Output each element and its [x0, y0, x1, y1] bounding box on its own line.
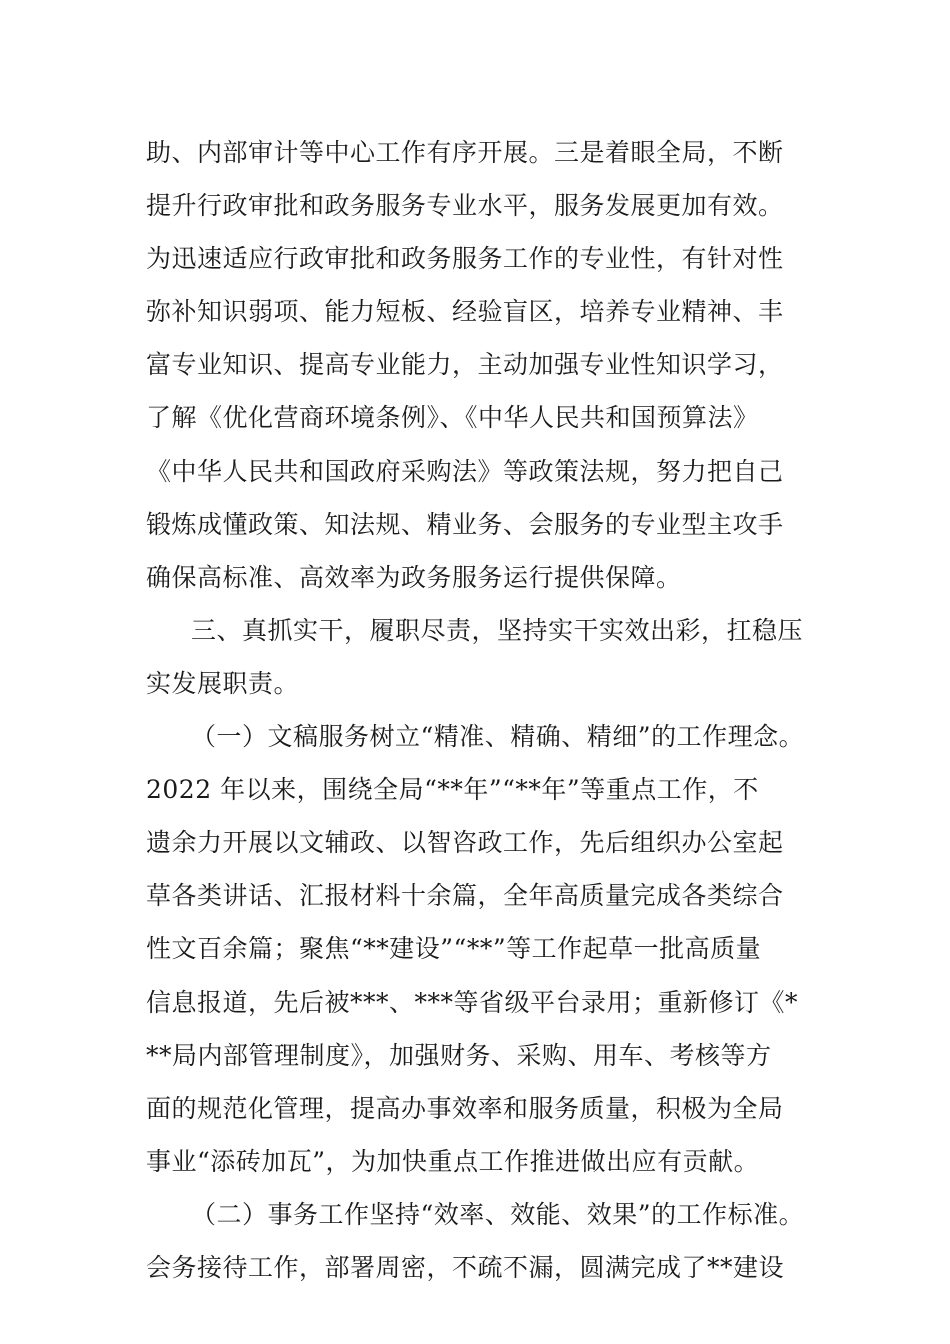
text-line: 为迅速适应行政审批和政务服务工作的专业性，有针对性	[146, 244, 784, 274]
text-line: 草各类讲话、汇报材料十余篇，全年高质量完成各类综合	[146, 881, 784, 911]
subsection-heading-line: （二）事务工作坚持“效率、效能、效果”的工作标准。	[191, 1199, 805, 1229]
subsection-heading-line: （一）文稿服务树立“精准、精确、精细”的工作理念。	[191, 722, 805, 752]
text-line: 助、内部审计等中心工作有序开展。三是着眼全局，不断	[146, 138, 784, 167]
text-line: 事业“添砖加瓦”，为加快重点工作推进做出应有贡献。	[146, 1146, 760, 1176]
text-line: 遗余力开展以文辅政、以智咨政工作，先后组织办公室起	[146, 828, 784, 858]
text-line: **局内部管理制度》，加强财务、采购、用车、考核等方	[146, 1040, 772, 1070]
text-line: 信息报道，先后被***、***等省级平台录用；重新修订《*	[146, 987, 799, 1017]
text-line: 实发展职责。	[146, 668, 300, 698]
text-line: 会务接待工作，部署周密，不疏不漏，圆满完成了**建设	[146, 1252, 785, 1282]
text-line: 弥补知识弱项、能力短板、经验盲区，培养专业精神、丰	[146, 297, 784, 327]
text-line: 面的规范化管理，提高办事效率和服务质量，积极为全局	[146, 1093, 784, 1123]
document-body	[146, 126, 826, 1294]
text-line: 确保高标准、高效率为政务服务运行提供保障。	[146, 562, 682, 592]
text-line: 锻炼成懂政策、知法规、精业务、会服务的专业型主攻手	[146, 509, 784, 539]
text-line: 了解《优化营商环境条例》、《中华人民共和国预算法》	[146, 403, 759, 433]
text-line: 《中华人民共和国政府采购法》等政策法规，努力把自己	[146, 456, 784, 486]
text-line: 富专业知识、提高专业能力，主动加强专业性知识学习，	[146, 350, 784, 380]
text-line: 性文百余篇；聚焦“**建设”“**”等工作起草一批高质量	[146, 934, 762, 964]
section-heading-line: 三、真抓实干，履职尽责，坚持实干实效出彩，扛稳压	[191, 615, 804, 645]
text-line: 2022 年以来，围绕全局“**年”“**年”等重点工作，不	[146, 775, 759, 805]
text-line: 提升行政审批和政务服务专业水平，服务发展更加有效。	[146, 191, 784, 221]
